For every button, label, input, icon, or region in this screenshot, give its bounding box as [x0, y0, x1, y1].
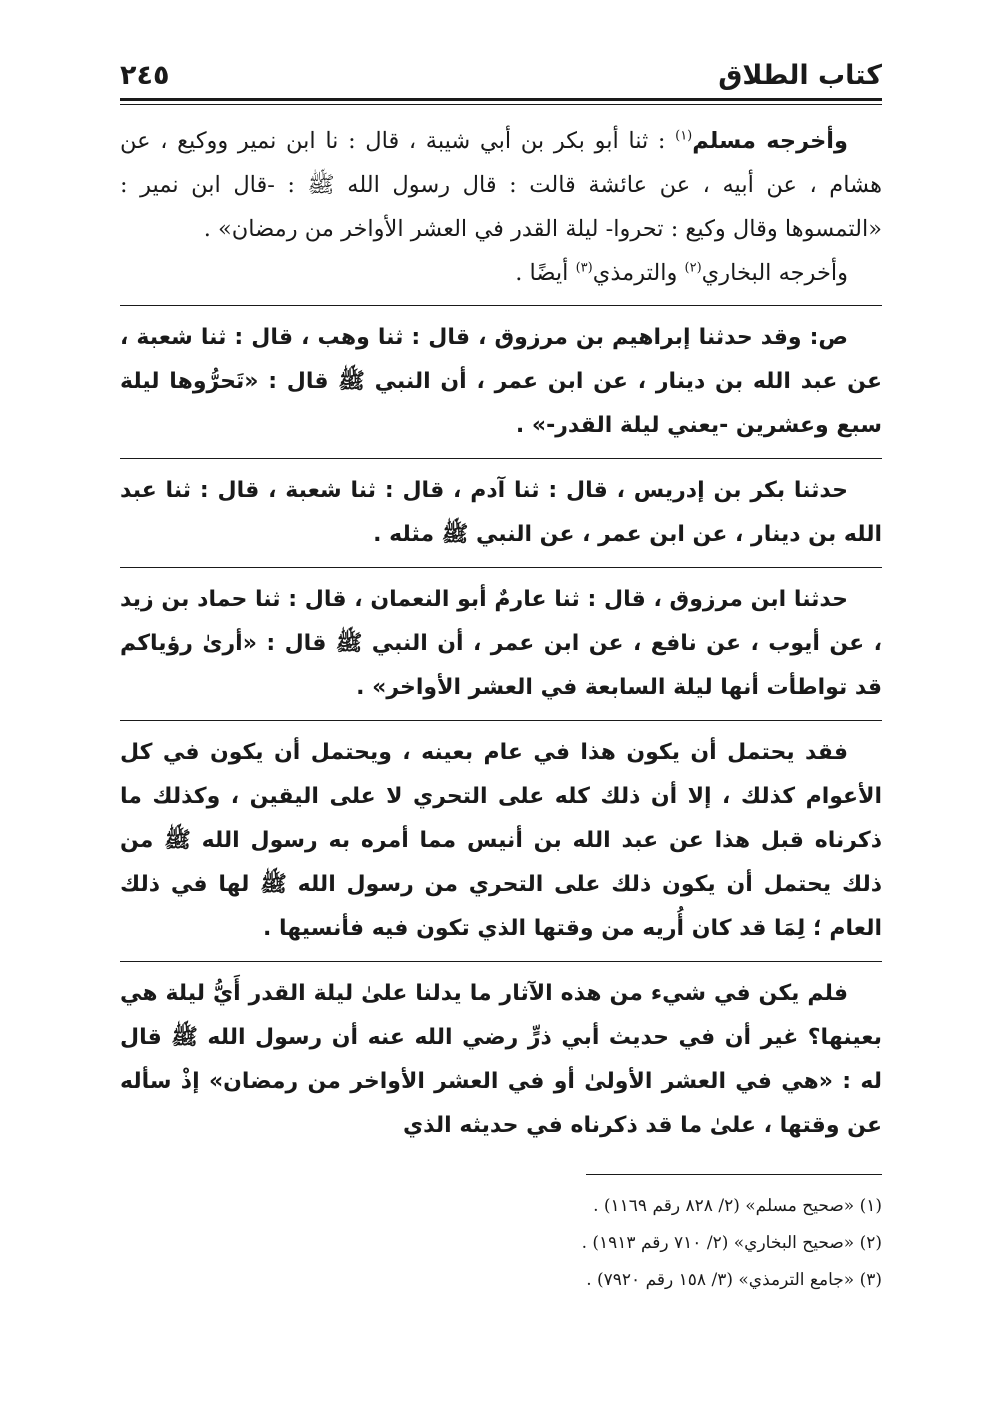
book-page — [120, 48, 882, 1388]
paragraph-muslim — [120, 119, 882, 251]
footnote-2: (٢) «صحيح البخاري» (٢/ ٧١٠ رقم ١٩١٣) . — [581, 1233, 882, 1253]
section-divider — [120, 305, 882, 306]
section-divider — [120, 458, 882, 459]
paragraph-bukhari-tirmidhi — [120, 251, 882, 295]
section-divider — [120, 567, 882, 568]
footnote-ref-3: (٣) — [575, 260, 593, 276]
header-rule-thin — [120, 104, 882, 105]
footnote-3: (٣) «جامع الترمذي» (٣/ ١٥٨ رقم ٧٩٢٠) . — [586, 1270, 882, 1290]
footnote-1: (١) «صحيح مسلم» (٢/ ٨٢٨ رقم ١١٦٩) . — [593, 1196, 882, 1216]
paragraph-text-part: وأخرجه البخاري — [701, 260, 848, 286]
chapter-title: كتاب الطلاق — [718, 60, 882, 91]
paragraph-commentary-2: فلم يكن في شيء من هذه الآثار ما يدلنا علىٰ ليلة القدر أَيُّ ليلة هي بعينها؟ غير أن في حديث أبي ذرٍّ رضي الله عنه أن رسول الله ﷺ قال له : «هي في العشر الأولىٰ أو في العشر الأواخر من رمضان» إذْ سأله عن وقتها ، علىٰ ما قد ذكرناه في حديثه الذي — [120, 981, 882, 1138]
footnote-ref-1: (١) — [675, 128, 693, 144]
header-rule-thick — [120, 98, 882, 101]
footnotes — [120, 1188, 882, 1299]
paragraph-commentary-1: فقد يحتمل أن يكون هذا في عام بعينه ، ويحتمل أن يكون في كل الأعوام كذلك ، إلا أن ذلك كله على التحري لا على اليقين ، وكذلك ما ذكرناه قبل هذا عن عبد الله بن أنيس مما أمره به رسول الله ﷺ من ذلك يحتمل أن يكون ذلك على التحري من رسول الله ﷺ لها في ذلك العام ؛ لِمَا قد كان أُريه من وقتها الذي تكون فيه فأنسيها . — [120, 740, 882, 941]
main-text — [120, 119, 882, 1148]
page-number: ٢٤٥ — [120, 60, 170, 91]
paragraph-ibn-marzuq: حدثنا ابن مرزوق ، قال : ثنا عارمٌ أبو النعمان ، قال : ثنا حماد بن زيد ، عن أيوب ، عن نافع ، عن ابن عمر ، أن النبي ﷺ قال : «أرىٰ رؤياكم قد تواطأت أنها ليلة السابعة في العشر الأواخر» . — [120, 587, 882, 700]
footnote-rule — [586, 1174, 882, 1175]
paragraph-text-sad: ص: وقد حدثنا إبراهيم بن مرزوق ، قال : ثنا وهب ، قال : ثنا شعبة ، عن عبد الله بن دينار ، عن ابن عمر ، أن النبي ﷺ قال : «تَحرُّوها ليلة سبع وعشرين -يعني ليلة القدر-» . — [120, 325, 882, 438]
running-header — [120, 48, 882, 94]
paragraph-text-part: أيضًا . — [515, 260, 576, 286]
footnote-ref-2: (٢) — [684, 260, 702, 276]
paragraph-text-part: والترمذي — [592, 260, 685, 286]
paragraph-bakr-idris: حدثنا بكر بن إدريس ، قال : ثنا آدم ، قال : ثنا شعبة ، قال : ثنا عبد الله بن دينار ، عن ابن عمر ، عن النبي ﷺ مثله . — [120, 478, 882, 547]
section-divider — [120, 961, 882, 962]
section-divider — [120, 720, 882, 721]
paragraph-lead: وأخرجه مسلم — [692, 128, 848, 154]
paragraph-text: : ثنا أبو بكر بن أبي شيبة ، قال : نا ابن نمير ووكيع ، عن هشام ، عن أبيه ، عن عائشة قالت : قال رسول الله ﷺ : -قال ابن نمير : «التمسوها وقال وكيع : تحروا- ليلة القدر في العشر الأواخر من رمضان» . — [120, 128, 882, 242]
